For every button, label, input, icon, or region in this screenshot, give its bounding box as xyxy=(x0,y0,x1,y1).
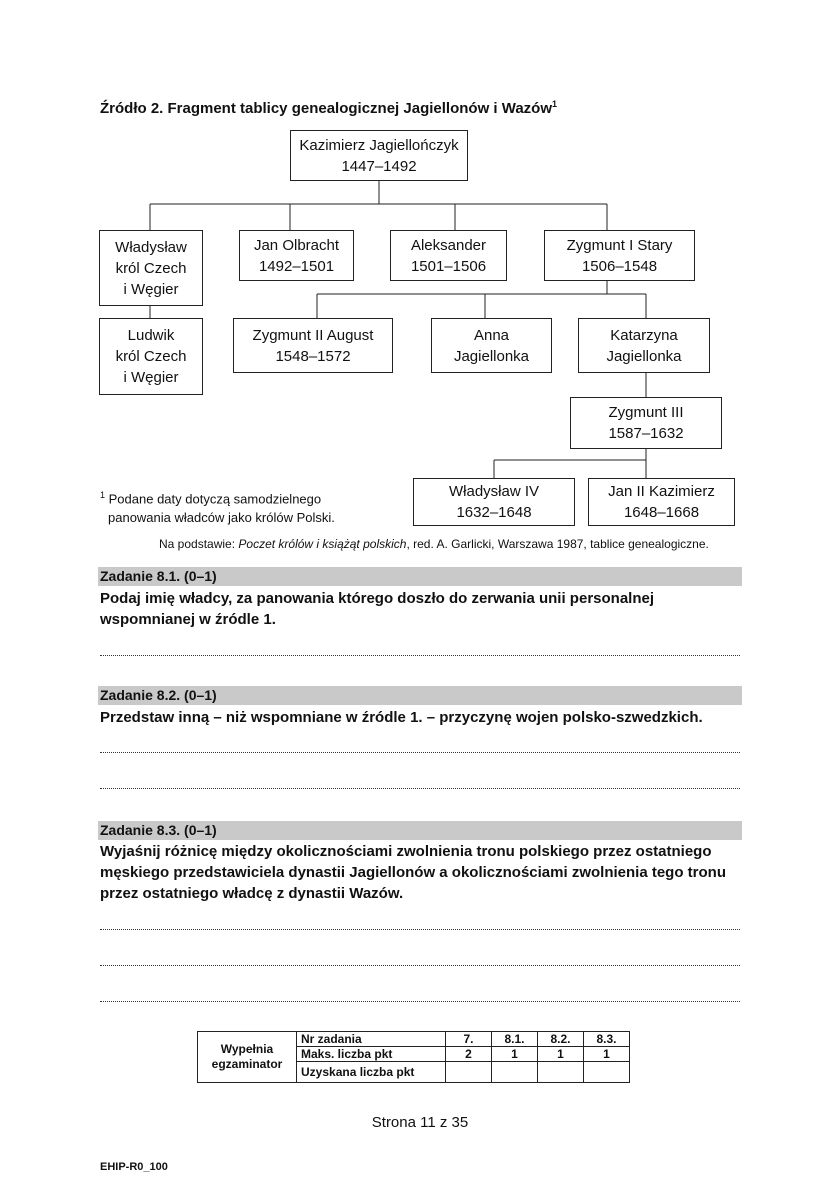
node-years: 1501–1506 xyxy=(410,257,487,275)
node-zygmunt-stary xyxy=(544,230,695,281)
max-points: 1 xyxy=(492,1047,538,1062)
node-name: Jan II Kazimierz xyxy=(608,483,715,500)
answer-line[interactable] xyxy=(100,997,740,1002)
node-kazimierz xyxy=(290,130,468,181)
row-label-task: Nr zadania xyxy=(297,1032,446,1047)
footnote: $^1$ Podane daty dotyczą samodzielnego panowania władców jako królów Polski. xyxy=(100,490,335,526)
node-years: 1648–1668 xyxy=(623,504,700,521)
node-line: król Czech xyxy=(115,259,187,277)
node-years: 1447–1492 xyxy=(341,157,417,175)
answer-line[interactable] xyxy=(100,961,740,966)
node-name: Zygmunt III xyxy=(608,404,684,421)
answer-line[interactable] xyxy=(100,784,740,789)
task-question-8-2: Przedstaw inną – niż wspomniane w źródle 1. – przyczynę wojen polsko-szwedzkich. xyxy=(100,709,703,726)
max-points: 1 xyxy=(538,1047,584,1062)
node-name: Zygmunt I Stary xyxy=(566,236,673,254)
node-anna xyxy=(431,318,552,373)
node-years: 1492–1501 xyxy=(258,257,335,275)
node-line: Jagiellonka xyxy=(606,347,682,365)
node-katarzyna xyxy=(578,318,710,373)
examiner-label: Wypełnia egzaminator xyxy=(198,1032,297,1083)
node-name: Aleksander xyxy=(410,236,487,254)
node-years: 1506–1548 xyxy=(581,257,658,275)
task-header-8-2: Zadanie 8.2. (0–1) xyxy=(98,686,742,705)
source-citation: Na podstawie: Poczet królów i książąt polskich, red. A. Garlicki, Warszawa 1987, tablice genealogiczne. xyxy=(159,537,709,551)
node-years: 1548–1572 xyxy=(275,347,351,365)
node-line: Ludwik xyxy=(127,327,175,344)
row-label-obtained: Uzyskana liczba pkt xyxy=(297,1062,446,1083)
task-header-8-1: Zadanie 8.1. (0–1) xyxy=(98,567,742,586)
source-title: Źródło 2. Fragment tablicy genealogicznej Jagiellonów i Wazów$^1$ xyxy=(100,99,558,117)
node-zygmunt-iii xyxy=(570,397,722,449)
max-points: 1 xyxy=(584,1047,630,1062)
exam-code: EHIP-R0_100 xyxy=(100,1161,168,1173)
node-name: Zygmunt II August xyxy=(252,326,374,344)
task-number: 8.1. xyxy=(492,1032,538,1047)
obtained-points-cell[interactable] xyxy=(538,1062,584,1083)
task-header-8-3: Zadanie 8.3. (0–1) xyxy=(98,821,742,840)
node-line: Władysław xyxy=(115,238,187,256)
node-jan-kazimierz xyxy=(588,478,735,526)
answer-line[interactable] xyxy=(100,748,740,753)
score-table xyxy=(197,1031,630,1083)
task-question-8-3: Wyjaśnij różnicę między okolicznościami zwolnienia tronu polskiego przez ostatniego męskiego przedstawiciela dynastii Jagiellonów a okolicznościami zwolnienia tego tronu przez ostatniego władcę z dynastii Wazów. xyxy=(100,843,726,902)
node-wladyslaw xyxy=(99,230,203,306)
node-ludwik xyxy=(99,318,203,395)
task-number: 8.3. xyxy=(584,1032,630,1047)
answer-line[interactable] xyxy=(100,925,740,930)
row-label-max: Maks. liczba pkt xyxy=(297,1047,446,1062)
node-line: król Czech xyxy=(115,348,187,365)
task-question-8-1: Podaj imię władcy, za panowania którego doszło do zerwania unii personalnej wspomnianej w źródle 1. xyxy=(100,590,655,628)
node-zygmunt-august xyxy=(233,318,393,373)
answer-line[interactable] xyxy=(100,651,740,656)
node-line: Anna xyxy=(473,326,510,344)
obtained-points-cell[interactable] xyxy=(584,1062,630,1083)
node-name: Jan Olbracht xyxy=(253,236,340,254)
node-aleksander xyxy=(390,230,507,281)
node-name: Kazimierz Jagiellończyk xyxy=(299,136,459,154)
task-number: 7. xyxy=(446,1032,492,1047)
node-years: 1587–1632 xyxy=(608,425,684,442)
node-wladyslaw-iv xyxy=(413,478,575,526)
node-line: Jagiellonka xyxy=(453,347,530,365)
page-number: Strona 11 z 35 xyxy=(371,1114,469,1131)
node-jan-olbracht xyxy=(239,230,354,281)
node-years: 1632–1648 xyxy=(456,504,532,521)
node-line: i Węgier xyxy=(123,369,179,386)
task-number: 8.2. xyxy=(538,1032,584,1047)
max-points: 2 xyxy=(446,1047,492,1062)
obtained-points-cell[interactable] xyxy=(446,1062,492,1083)
node-line: i Węgier xyxy=(123,280,179,298)
node-line: Katarzyna xyxy=(610,326,678,344)
obtained-points-cell[interactable] xyxy=(492,1062,538,1083)
node-name: Władysław IV xyxy=(448,483,540,500)
